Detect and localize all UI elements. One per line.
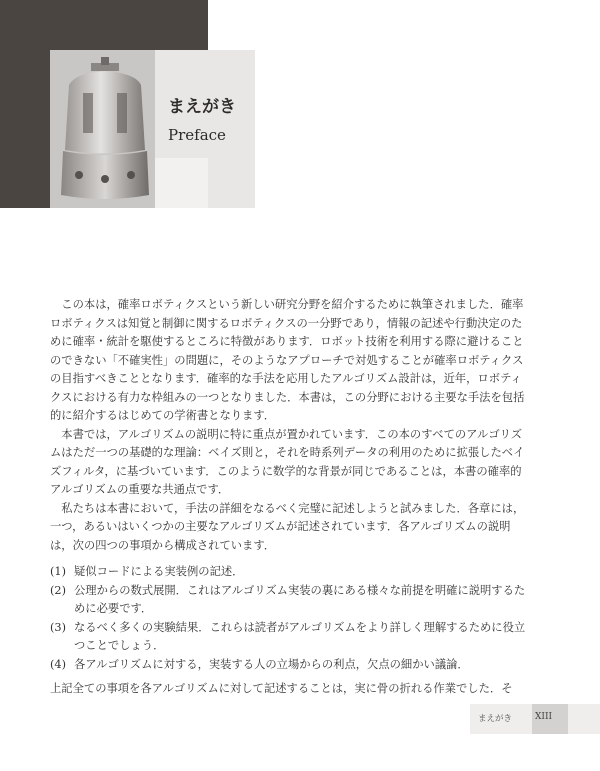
page-number: XIII — [535, 712, 553, 722]
robot-photo-image — [55, 55, 155, 205]
list-item — [50, 582, 526, 619]
list-number: (4) — [50, 657, 67, 671]
paragraph: 私たちは本書において，手法の詳細をなるべく完璧に記述しようと試みました．各章には，一つ，あるいはいくつかの主要なアルゴリズムが記述されています．各アルゴリズムの説明は，次の四つの事項から構成されています． — [50, 501, 525, 552]
list-item — [50, 656, 526, 675]
feature-list — [50, 563, 526, 674]
list-text: 疑似コードによる実装例の記述． — [74, 565, 244, 578]
list-item — [50, 619, 526, 656]
body-text — [50, 296, 526, 699]
chapter-title: まえがき — [168, 97, 236, 117]
list-text: 各アルゴリズムに対する，実装する人の立場からの利点，欠点の細かい議論． — [74, 657, 469, 671]
list-number: (3) — [50, 620, 67, 634]
paragraph: 本書では，アルゴリズムの説明に特に重点が置かれています．この本のすべてのアルゴリズムはただ一つの基礎的な理論：ベイズ則と，それを時系列データの利用のために拡張したベイズフィルタ，に基づいています．このように数学的な背景が同じであることは，本書の確率的アルゴリズムの重要な共通点です． — [50, 427, 525, 496]
running-footer-label: まえがき — [478, 714, 513, 724]
paragraph-closing: 上記全ての事項を各アルゴリズムに対して記述することは，実に骨の折れる作業でした．そ — [50, 682, 513, 695]
list-item — [50, 563, 526, 582]
list-number: (1) — [50, 565, 67, 578]
list-number: (2) — [50, 583, 67, 597]
paragraph: この本は，確率ロボティクスという新しい研究分野を紹介するために執筆されました．確率ロボティクスは知覚と制御に関するロボティクスの一分野であり，情報の記述や行動決定のために確率・統計を駆使するところに特徴があります．ロボット技術を利用する際に避けることのできない「不確実性」の問題に，そのようなアプローチで対処することが確率ロボティクスの目指すべきこととなります．確率的な手法を応用したアルゴリズム設計は，近年，ロボティクスにおける有力な枠組みの一つとなりました．本書は，この分野における主要な手法を包括的に紹介するはじめての学術書となります． — [50, 298, 525, 422]
chapter-subtitle: Preface — [168, 126, 226, 144]
list-text: 公理からの数式展開．これはアルゴリズム実装の裏にある様々な前提を明確に説明するために必要です． — [74, 583, 526, 615]
list-text: なるべく多くの実験結果．これらは読者がアルゴリズムをより詳しく理解するために役立つことでしょう． — [74, 620, 526, 652]
header-accent-block — [155, 158, 208, 208]
